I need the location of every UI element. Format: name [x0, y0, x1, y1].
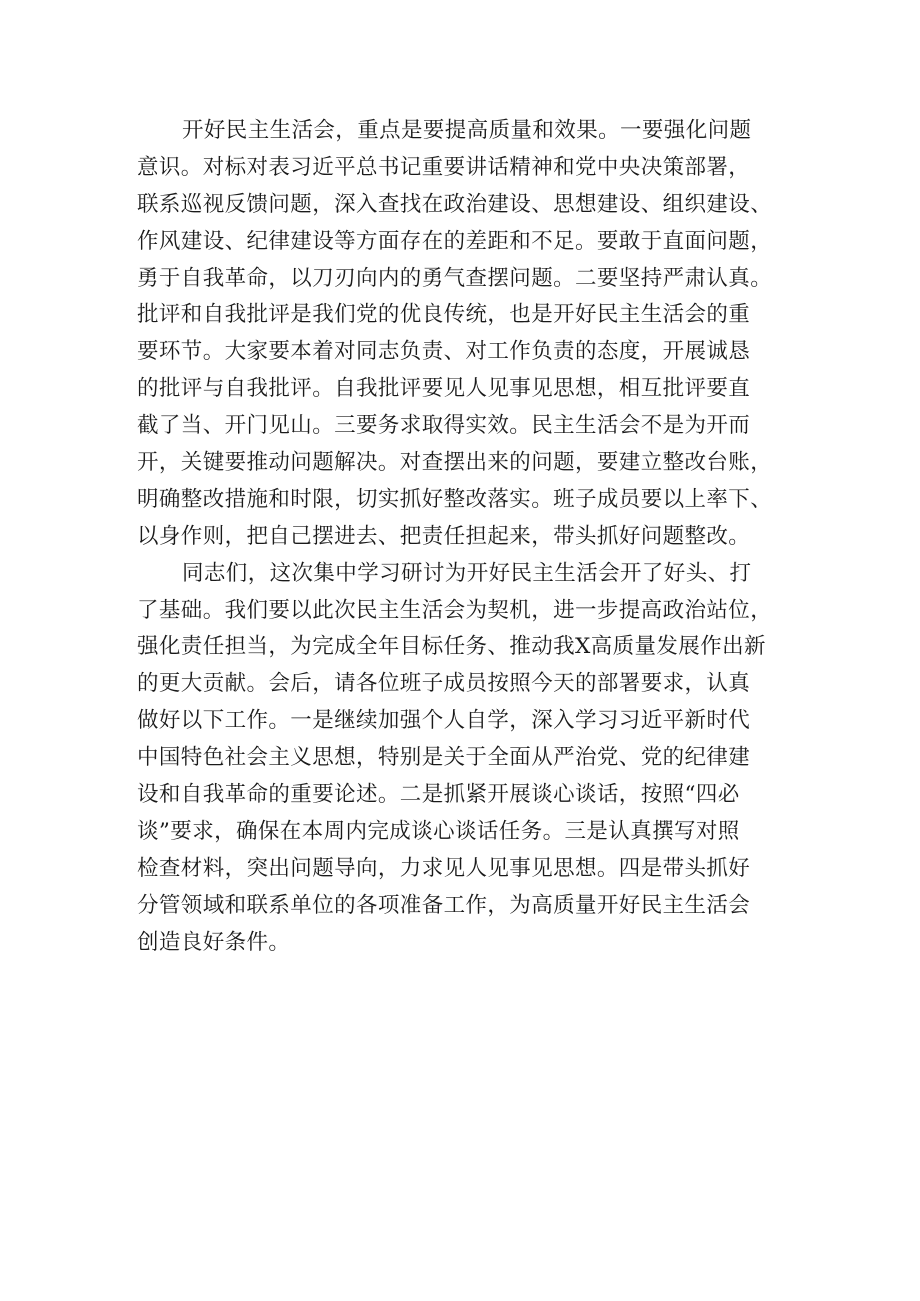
paragraph-2-line-3: 强化责任担当，为完成全年目标任务、推动我X高质量发展作出新: [137, 634, 766, 660]
paragraph-2-line-10: 分管领域和联系单位的各项准备工作，为高质量开好民主生活会: [137, 892, 751, 918]
paragraph-1-line-3: 联系巡视反馈问题，深入查找在政治建设、思想建设、组织建设、: [137, 191, 773, 217]
paragraph-2-line-9: 检查材料，突出问题导向，力求见人见事见思想。四是带头抓好: [137, 855, 751, 881]
paragraph-1-line-11: 明确整改措施和时限，切实抓好整改落实。班子成员要以上率下、: [137, 486, 773, 512]
paragraph-1-line-2: 意识。对标对表习近平总书记重要讲话精神和党中央决策部署，: [137, 154, 751, 180]
paragraph-2-line-7: 设和自我革命的重要论述。二是抓紧开展谈心谈话，按照“四必: [137, 782, 740, 808]
document-body: [137, 113, 797, 961]
paragraph-1: [137, 113, 797, 556]
paragraph-2-line-6: 中国特色社会主义思想，特别是关于全面从严治党、党的纪律建: [137, 745, 751, 771]
paragraph-1-line-5: 勇于自我革命，以刀刃向内的勇气查摆问题。二要坚持严肃认真。: [137, 265, 773, 291]
paragraph-2-line-11: 创造良好条件。: [137, 929, 291, 955]
paragraph-1-line-7: 要环节。大家要本着对同志负责、对工作负责的态度，开展诚恳: [137, 339, 751, 365]
paragraph-2-line-4: 的更大贡献。会后，请各位班子成员按照今天的部署要求，认真: [137, 671, 751, 697]
paragraph-1-line-8: 的批评与自我批评。自我批评要见人见事见思想，相互批评要直: [137, 376, 751, 402]
paragraph-1-line-1: 开好民主生活会，重点是要提高质量和效果。一要强化问题: [182, 118, 752, 143]
paragraph-1-line-6: 批评和自我批评是我们党的优良传统，也是开好民主生活会的重: [137, 302, 751, 328]
paragraph-1-line-9: 截了当、开门见山。三要务求取得实效。民主生活会不是为开而: [137, 413, 751, 439]
paragraph-1-line-10: 开，关键要推动问题解决。对查摆出来的问题，要建立整改台账，: [137, 450, 773, 476]
paragraph-2-line-1: 同志们，这次集中学习研讨为开好民主生活会开了好头、打: [182, 560, 752, 586]
paragraph-1-line-12: 以身作则，把自己摆进去、把责任担起来，带头抓好问题整改。: [137, 523, 751, 549]
paragraph-2-line-2: 了基础。我们要以此次民主生活会为契机，进一步提高政治站位，: [137, 597, 773, 623]
paragraph-2: [137, 556, 797, 962]
paragraph-2-line-5: 做好以下工作。一是继续加强个人自学，深入学习习近平新时代: [137, 708, 751, 734]
paragraph-2-line-8: 谈”要求，确保在本周内完成谈心谈话任务。三是认真撰写对照: [137, 818, 740, 844]
paragraph-1-line-4: 作风建设、纪律建设等方面存在的差距和不足。要敢于直面问题，: [137, 228, 773, 254]
